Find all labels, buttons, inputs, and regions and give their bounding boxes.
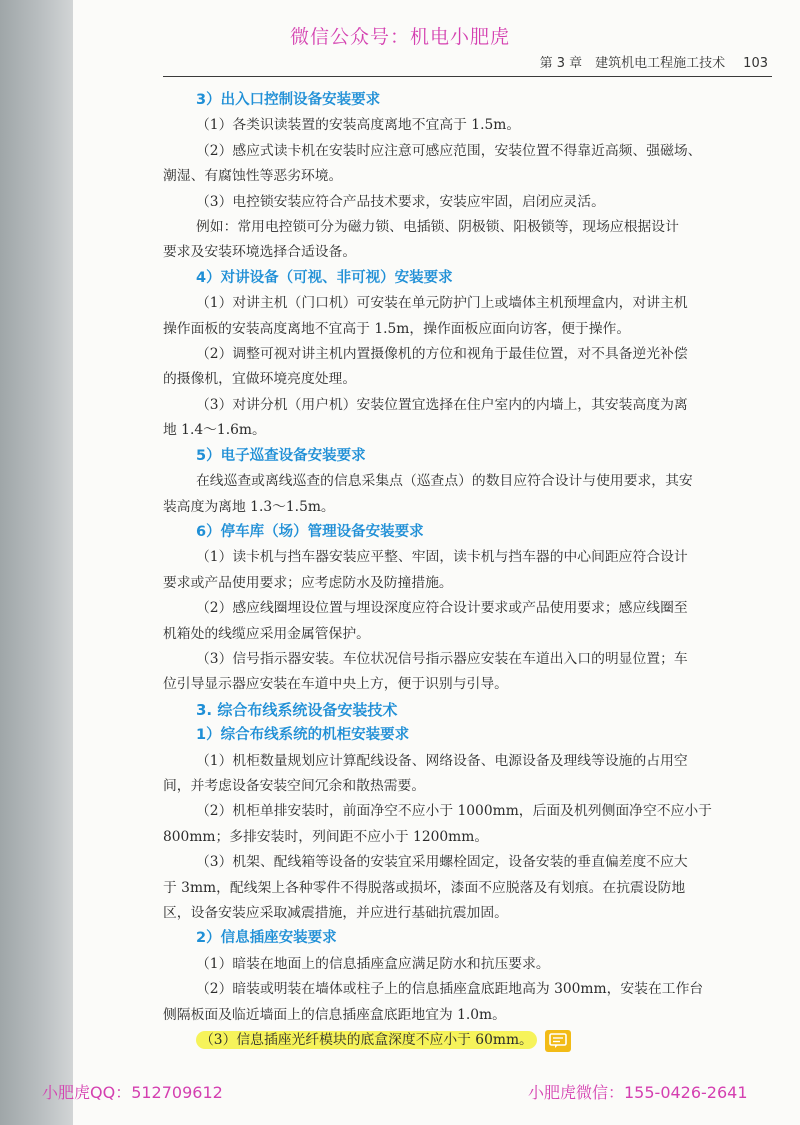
paragraph-line: （3）机架、配线箱等设备的安装宜采用螺栓固定，设备安装的垂直偏差度不应大	[196, 854, 688, 871]
paragraph-line: 机箱处的线缆应采用金属管保护。	[163, 625, 370, 642]
paragraph-line: 操作面板的安装高度离地不宜高于 1.5m，操作面板应面向访客，便于操作。	[163, 320, 631, 337]
paragraph-line: （1）读卡机与挡车器安装应平整、牢固，读卡机与挡车器的中心间距应符合设计	[196, 549, 688, 566]
watermark-wechat: 小肥虎微信：155-0426-2641	[528, 1083, 748, 1102]
paragraph-line: （3）信号指示器安装。车位状况信号指示器应安装在车道出入口的明显位置；车	[196, 650, 688, 667]
highlighted-text[interactable]: （3）信息插座光纤模块的底盒深度不应小于 60mm。	[196, 1031, 537, 1049]
paragraph-line: （1）机柜数量规划应计算配线设备、网络设备、电源设备及理线等设施的占用空	[196, 752, 688, 769]
section-heading: 3）出入口控制设备安装要求	[196, 92, 381, 108]
paragraph-line: 位引导显示器应安装在车道中央上方，便于识别与引导。	[163, 676, 508, 693]
section-heading: 1）综合布线系统的机柜安装要求	[196, 727, 410, 744]
paragraph-line: 潮湿、有腐蚀性等恶劣环境。	[163, 168, 343, 185]
paragraph-line: 在线巡查或离线巡查的信息采集点（巡查点）的数目应符合设计与使用要求，其安	[196, 473, 693, 490]
section-heading: 2）信息插座安装要求	[196, 930, 337, 947]
paragraph-line: 于 3mm，配线架上各种零件不得脱落或损坏，漆面不应脱落及有划痕。在抗震设防地	[163, 879, 686, 896]
paragraph-line: 要求及安装环境选择合适设备。	[163, 244, 357, 261]
comment-note-icon[interactable]	[545, 1030, 571, 1052]
page-body	[163, 88, 775, 1053]
paragraph-line: 侧隔板面及临近墙面上的信息插座盒底距地宜为 1.0m。	[163, 1006, 506, 1023]
paragraph-line: （2）感应线圈埋设位置与埋设深度应符合设计要求或产品使用要求；感应线圈至	[196, 600, 688, 617]
paragraph-line: （2）机柜单排安装时，前面净空不应小于 1000mm，后面及机列侧面净空不应小于	[196, 803, 712, 820]
watermark-top: 微信公众号：机电小肥虎	[289, 26, 510, 48]
paragraph-line: （2）暗装或明装在墙体或柱子上的信息插座盒底距地高为 300mm，安装在工作台	[196, 981, 704, 998]
paragraph-line: （3）对讲分机（用户机）安装位置宜选择在住户室内的内墙上，其安装高度为离	[196, 396, 688, 413]
paragraph-line: 例如：常用电控锁可分为磁力锁、电插锁、阴极锁、阳极锁等，现场应根据设计	[196, 219, 679, 236]
section-heading: 4）对讲设备（可视、非可视）安装要求	[196, 269, 453, 286]
paragraph-line: 装高度为离地 1.3～1.5m。	[163, 498, 335, 515]
page-number: 103	[743, 56, 768, 71]
paragraph-line: 800mm；多排安装时，列间距不应小于 1200mm。	[163, 828, 489, 845]
text-lines	[163, 88, 775, 1028]
section-heading: 5）电子巡查设备安装要求	[196, 447, 366, 464]
header-rule	[163, 76, 772, 77]
running-head	[540, 52, 768, 71]
page-margin-strip	[0, 0, 73, 1125]
paragraph-line: 的摄像机，宜做环境亮度处理。	[163, 371, 357, 388]
paragraph-line: 区，设备安装应采取减震措施，并应进行基础抗震加固。	[163, 905, 508, 921]
paragraph-line: （1）各类识读装置的安装高度离地不宜高于 1.5m。	[196, 117, 521, 134]
chapter-title: 第 3 章 建筑机电工程施工技术	[539, 56, 726, 71]
section-heading: 3. 综合布线系统设备安装技术	[196, 700, 398, 719]
paragraph-line: 间，并考虑设备安装空间冗余和散热需要。	[163, 777, 426, 794]
paragraph-line: （1）对讲主机（门口机）可安装在单元防护门上或墙体主机预埋盒内，对讲主机	[196, 295, 688, 312]
watermark-qq: 小肥虎QQ：512709612	[42, 1083, 223, 1102]
paragraph-line: （1）暗装在地面上的信息插座盒应满足防水和抗压要求。	[196, 955, 550, 972]
highlighted-line-row	[163, 1028, 775, 1053]
paragraph-line: 要求或产品使用要求；应考虑防水及防撞措施。	[163, 574, 453, 591]
section-heading: 6）停车库（场）管理设备安装要求	[196, 523, 424, 540]
paragraph-line: （2）调整可视对讲主机内置摄像机的方位和视角于最佳位置，对不具备逆光补偿	[196, 346, 688, 363]
paragraph-line: （3）电控锁安装应符合产品技术要求，安装应牢固，启闭应灵活。	[196, 193, 605, 210]
paragraph-line: （2）感应式读卡机在安装时应注意可感应范围，安装位置不得靠近高频、强磁场、	[196, 142, 702, 159]
paragraph-line: 地 1.4～1.6m。	[163, 422, 266, 439]
